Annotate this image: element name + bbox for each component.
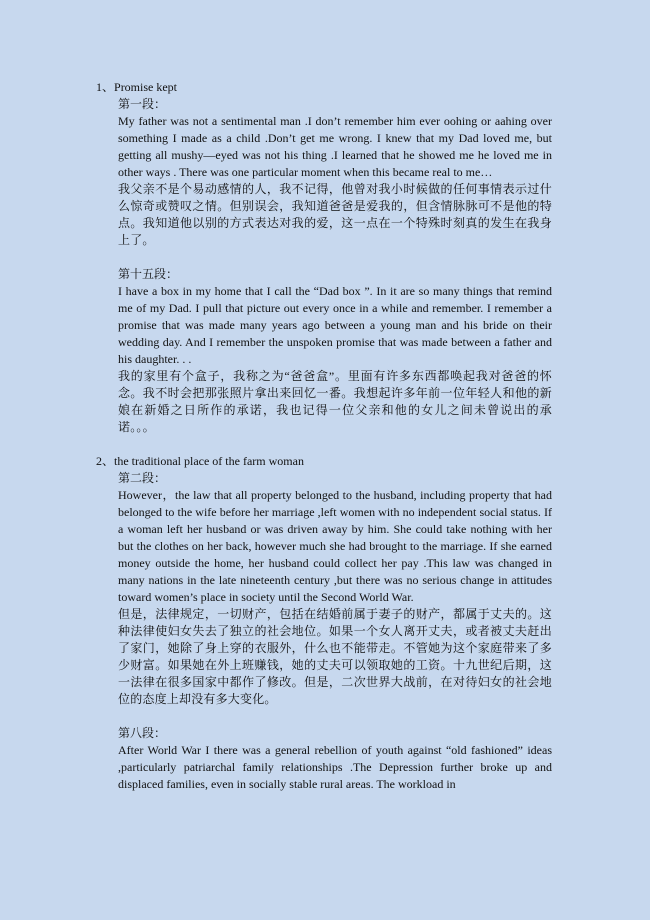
section-body	[118, 470, 552, 793]
paragraph-label: 第十五段：	[118, 267, 179, 281]
section-number: 1、	[96, 80, 115, 94]
english-paragraph: However，the law that all property belonged to the husband, including property that had belonged to the wife before her marriage ,left women with no independent social status. If a woman left her husband or was driven away by him. She could take nothing with her but the clothes on her back, however much she had brought to the marriage. If she earned money outside the home, her husband could collect her pay .This law was changed in many nations in the late nineteenth century ,but there was no serious change in attitudes toward women’s place in society until the Second World War.	[118, 488, 552, 604]
section-1	[96, 79, 552, 436]
section-number: 2、	[96, 454, 115, 468]
paragraph-label: 第一段：	[118, 97, 167, 111]
section-gap	[96, 436, 552, 453]
chinese-paragraph: 我的家里有个盒子，我称之为“爸爸盒”。里面有许多东西都唤起我对爸爸的怀念。我不时会把那张照片拿出来回忆一番。我想起许多年前一位年轻人和他的新娘在新婚之日所作的承诺，我也记得一位父亲和他的女儿之间未曾说出的承诺。。。	[118, 369, 552, 434]
paragraph-gap	[118, 708, 552, 725]
english-paragraph: After World War I there was a general rebellion of youth against “old fashioned” ideas ,particularly patriarchal family relationships .The Depression further broke up and displaced families, even in socially stable rural areas. The workload in	[118, 743, 552, 791]
section-title	[96, 453, 552, 470]
document-content	[96, 79, 552, 793]
chinese-paragraph: 但是，法律规定，一切财产，包括在结婚前属于妻子的财产，都属于丈夫的。这种法律使妇女失去了独立的社会地位。如果一个女人离开丈夫，或者被丈夫赶出了家门，她除了身上穿的衣服外，什么也不能带走。不管她为这个家庭带来了多少财富。如果她在外上班赚钱，她的丈夫可以领取她的工资。十九世纪后期，这一法律在很多国家中都作了修改。但是，二次世界大战前，在对待妇女的社会地位的态度上却没有多大变化。	[118, 607, 552, 706]
section-title-text: the traditional place of the farm woman	[114, 454, 304, 468]
chinese-paragraph: 我父亲不是个易动感情的人，我不记得，他曾对我小时候做的任何事情表示过什么惊奇或赞叹之情。但别误会，我知道爸爸是爱我的，但含情脉脉可不是他的特点。我知道他以别的方式表达对我的爱，这一点在一个特殊时刻真的发生在我身上了。	[118, 182, 552, 247]
section-body	[118, 96, 552, 436]
section-title	[96, 79, 552, 96]
paragraph-gap	[118, 249, 552, 266]
paragraph-label: 第八段：	[118, 726, 167, 740]
section-title-text: Promise kept	[114, 80, 178, 94]
english-paragraph: I have a box in my home that I call the “Dad box ”. In it are so many things that remind me of my Dad. I pull that picture out every once in a while and remember. I remember a promise that was made many years ago between a young man and his bride on their wedding day. And I remember the unspoken promise that was made between a father and his daughter. . .	[118, 284, 552, 366]
section-2	[96, 453, 552, 793]
english-paragraph: My father was not a sentimental man .I don’t remember him ever oohing or aahing over something I made as a child .Don’t get me wrong. I knew that my Dad loved me, but getting all mushy—eyed was not his thing .I learned that he showed me he loved me in other ways . There was one particular moment when this became real to me…	[118, 114, 552, 179]
paragraph-label: 第二段：	[118, 471, 167, 485]
